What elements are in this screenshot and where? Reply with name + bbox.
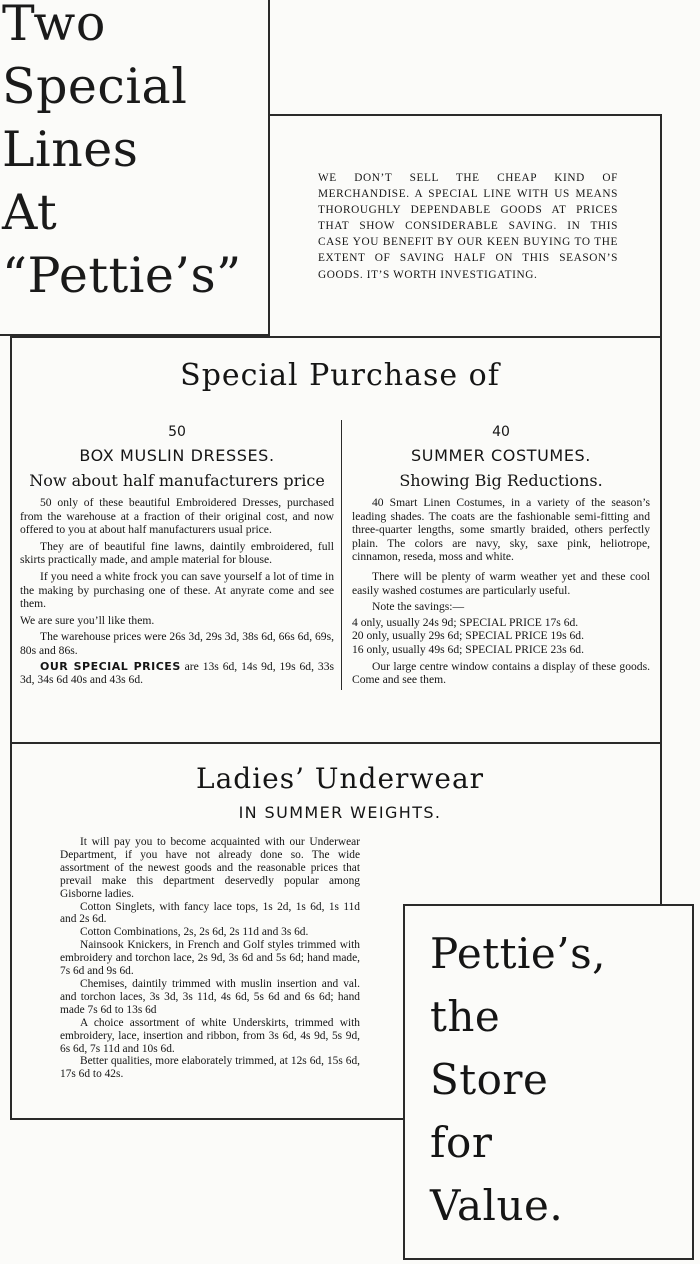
headline-line: Lines bbox=[2, 121, 139, 178]
costumes-item-name: SUMMER COSTUMES. bbox=[411, 446, 591, 465]
underwear-box-right-rule bbox=[403, 906, 405, 1120]
costumes-body bbox=[352, 496, 650, 687]
dresses-paragraph: If you need a white frock you can save yourself a lot of time in the making by purchasing one of these. At anyrate come and see them. bbox=[20, 569, 334, 611]
dresses-paragraph: We are sure you’ll like them. bbox=[20, 613, 155, 627]
underwear-body bbox=[60, 836, 360, 1081]
costumes-paragraph: 40 Smart Linen Costumes, in a variety of the season’s leading shades. The coats are the fashionable semi-fitting and three-quarter lengths, some smartly braided, others perfectly plain. The colors are navy, sky, saxe pink, heliotrope, cinnamon, reseda, moss and white. bbox=[352, 496, 650, 564]
dresses-quantity: 50 bbox=[168, 424, 186, 440]
headline-box-right-rule bbox=[268, 0, 270, 336]
tagline-box-right-rule bbox=[692, 904, 694, 1260]
special-prices-text: are 13s 6d, 14s 9d, 19s 6d, 33s 3d, 34s 6d 40s and 43s 6d. bbox=[20, 659, 335, 687]
headline-line: At bbox=[2, 184, 58, 241]
tagline-box-bottom-rule bbox=[403, 1258, 694, 1260]
dresses-body bbox=[20, 496, 334, 687]
tagline-box-left-rule bbox=[403, 1118, 405, 1260]
dresses-paragraph: They are of beautiful fine lawns, daintily embroidered, full skirts practically made, and ample material for blouse. bbox=[20, 539, 334, 567]
dresses-subheading: Now about half manufacturers price bbox=[29, 471, 325, 490]
underwear-paragraph: Chemises, daintily trimmed with muslin insertion and val. and torchon laces, 3s 3d, 3s 11d, 4s 6d, 5s 6d and 6s 6d; hand made 7s 6d to 13s 6d bbox=[60, 977, 360, 1016]
intro-text: WE DON’T SELL THE CHEAP KIND OF MERCHANDISE. A SPECIAL LINE WITH US MEANS THOROUGHLY DEPENDABLE GOODS AT PRICES THAT SHOW CONSIDERABLE SAVING. IN THIS CASE YOU BENEFIT BY OUR KEEN BUYING TO THE EXTENT OF SAVING HALF ON THIS SEASON’S GOODS. IT’S WORTH INVESTIGATING. bbox=[318, 172, 618, 281]
costumes-savings-intro: Note the savings:— bbox=[372, 600, 465, 614]
tagline-box-top-rule bbox=[403, 904, 694, 906]
dresses-paragraph: 50 only of these beautiful Embroidered Dresses, purchased from the warehouse at a fraction of their original cost, and now offered to you at about half manufacturers usual price. bbox=[20, 496, 334, 537]
underwear-box-bottom-rule bbox=[10, 1118, 405, 1120]
summer-costumes-column bbox=[352, 424, 650, 687]
tagline-line: Pettie’s, bbox=[430, 929, 607, 978]
costumes-saving-line: 4 only, usually 24s 9d; SPECIAL PRICE 17s 6d. bbox=[352, 615, 579, 629]
underwear-title: Ladies’ Underwear bbox=[195, 762, 485, 795]
tagline-line: Value. bbox=[430, 1181, 564, 1230]
underwear-paragraph: Cotton Singlets, with fancy lace tops, 1s 2d, 1s 6d, 1s 11d and 2s 6d. bbox=[60, 900, 360, 926]
costumes-subheading: Showing Big Reductions. bbox=[399, 471, 603, 490]
headline-line: “Pettie’s” bbox=[2, 247, 242, 304]
special-purchase-title: Special Purchase of bbox=[180, 358, 500, 393]
underwear-paragraph: A choice assortment of white Underskirts, trimmed with embroidery, lace, insertion and ribbon, from 3s 6d, 4s 9d, 5s 9d, 6s 6d, 7s 11d and 10s 6d. bbox=[60, 1016, 360, 1055]
underwear-paragraph: It will pay you to become acquainted with our Underwear Department, if you have not already done so. The wide assortment of the newest goods and the reasonable prices that prevail make this department deservedly popular among Gisborne ladies. bbox=[60, 836, 360, 900]
tagline-line: the bbox=[430, 992, 501, 1041]
costumes-saving-line: 20 only, usually 29s 6d; SPECIAL PRICE 19s 6d. bbox=[352, 629, 584, 643]
dresses-item-name: BOX MUSLIN DRESSES. bbox=[79, 446, 275, 465]
headline-line: Special bbox=[2, 58, 188, 115]
dresses-special-prices bbox=[20, 660, 334, 687]
intro-top-rule bbox=[268, 114, 660, 116]
outer-left-rule bbox=[10, 336, 12, 1120]
headline-line: Two bbox=[2, 0, 106, 52]
dresses-paragraph: The warehouse prices were 26s 3d, 29s 3d, 38s 6d, 66s 6d, 69s, 80s and 86s. bbox=[20, 630, 334, 657]
costumes-saving-line: 16 only, usually 49s 6d; SPECIAL PRICE 23s 6d. bbox=[352, 642, 584, 656]
costumes-quantity: 40 bbox=[492, 424, 510, 440]
column-divider bbox=[341, 420, 342, 690]
muslin-dresses-column bbox=[20, 424, 334, 687]
underwear-paragraph: Cotton Combinations, 2s, 2s 6d, 2s 11d and 3s 6d. bbox=[80, 926, 309, 939]
costumes-paragraph: There will be plenty of warm weather yet and these cool easily washed costumes are particularly useful. bbox=[352, 569, 650, 597]
underwear-paragraph: Nainsook Knickers, in French and Golf styles trimmed with embroidery and torchon lace, 2s 9d, 3s 6d and 5s 6d; hand made, 7s 6d and 9s 6d. bbox=[60, 939, 360, 978]
special-prices-lead: OUR SPECIAL PRICES bbox=[40, 659, 181, 673]
headline bbox=[2, 0, 266, 307]
purchase-bottom-rule bbox=[10, 742, 662, 744]
costumes-closing: Our large centre window contains a display of these goods. Come and see them. bbox=[352, 659, 650, 687]
underwear-subtitle: IN SUMMER WEIGHTS. bbox=[238, 803, 442, 822]
purchase-top-rule bbox=[10, 336, 662, 338]
tagline-line: for bbox=[430, 1118, 493, 1167]
store-tagline bbox=[430, 922, 692, 1237]
tagline-line: Store bbox=[430, 1055, 549, 1104]
underwear-paragraph: Better qualities, more elaborately trimmed, at 12s 6d, 15s 6d, 17s 6d to 42s. bbox=[60, 1055, 360, 1081]
